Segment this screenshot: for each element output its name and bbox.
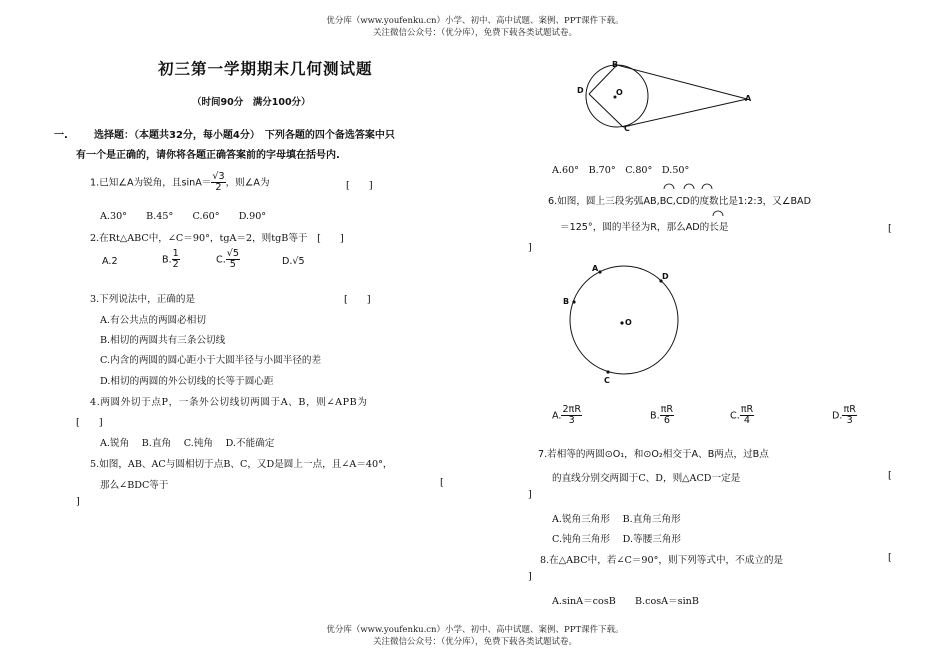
- q6-option-b-den: 6: [663, 415, 670, 427]
- q6-option-a: [552, 405, 582, 426]
- q7-options-row-2: C.钝角三角形 D.等腰三角形: [552, 534, 682, 545]
- q6-bracket-open[interactable]: [: [888, 223, 892, 234]
- q3-option-c: C.内含的两圆的圆心距小于大圆半径与小圆半径的差: [100, 355, 322, 366]
- q3-option-d: D.相切的两圆的外公切线的长等于圆心距: [100, 376, 274, 387]
- q2-option-b: [162, 249, 180, 270]
- fig1-chord-db: [589, 65, 617, 94]
- q2-option-a: A.2: [102, 256, 118, 267]
- fig1-label-c: C: [624, 124, 630, 133]
- question-6-line-2: ＝125°，圆的半径为R，那么AD的长是: [560, 222, 729, 233]
- q3-option-a: A.有公共点的两圆必相切: [100, 315, 206, 326]
- q7-bracket-open[interactable]: [: [888, 470, 892, 481]
- question-1: [90, 172, 270, 193]
- q6-option-d-num: πR: [843, 404, 856, 415]
- page-subtitle: （时间90分 满分100分）: [192, 97, 311, 108]
- q7-bracket-close[interactable]: ]: [528, 489, 532, 500]
- question-7: 7.若相等的两圆⊙O₁，和⊙O₂相交于A、B两点，过B点: [538, 449, 769, 460]
- fig2-label-b: B: [563, 297, 570, 306]
- fig2-center-dot: [620, 321, 623, 324]
- q2-option-d: D.√5: [282, 256, 305, 267]
- q6-arc-marks: [660, 181, 720, 191]
- q6-option-a-num: 2πR: [562, 404, 581, 415]
- q2-option-b-label: B.: [162, 254, 172, 266]
- q2-option-c-num: √5: [226, 248, 239, 259]
- q6-option-b-num: πR: [660, 404, 674, 415]
- q4-options: A.锐角 B.直角 C.钝角 D.不能确定: [100, 438, 275, 449]
- section-heading-2: 有一个是正确的，请你将各题正确答案前的字母填在括号内.: [76, 150, 340, 161]
- fig1-label-b: B: [612, 60, 619, 69]
- q1-text: 1.已知∠A为锐角，且sinA＝: [90, 177, 212, 189]
- fig1-label-o: O: [616, 88, 623, 97]
- q2-option-c: [216, 249, 240, 270]
- fig1-tangent-ab: [617, 65, 747, 99]
- section-heading: 选择题：（本题共32分，每小题4分） 下列各题的四个备选答案中只: [94, 130, 395, 141]
- fig1-chord-dc: [589, 94, 623, 127]
- q1-text-post: ，则∠A为: [225, 177, 270, 189]
- fig2-point-b: [572, 300, 575, 303]
- question-2: 2.在Rt△ABC中，∠C＝90°，tgA＝2，则tgB等于 [ ]: [90, 233, 344, 244]
- q3-answer-bracket[interactable]: [ ]: [344, 294, 371, 305]
- question-5-line-2: 那么∠BDC等于: [100, 480, 169, 491]
- fig1-label-d: D: [577, 86, 584, 95]
- q8-bracket-open[interactable]: [: [888, 552, 892, 563]
- question-4: 4.两圆外切于点P，一条外公切线切两圆于A、B，则∠APB为: [90, 397, 368, 408]
- q2-option-b-den: 2: [172, 259, 179, 271]
- q5-bracket-close[interactable]: ]: [76, 496, 80, 507]
- q1-fraction: [211, 172, 225, 193]
- fig1-label-a: A: [745, 94, 752, 103]
- fig2-point-a: [598, 270, 601, 273]
- q6-option-a-label: A.: [552, 410, 562, 422]
- question-7-line-2: 的直线分别交两圆于C、D，则△ACD一定是: [552, 473, 741, 484]
- footer-line-1: 优分库（www.youfenku.cn）小学、初中、高中试题、案例、PPT课件下载。: [326, 625, 624, 635]
- q7-options-row-1: A.锐角三角形 B.直角三角形: [552, 514, 681, 525]
- fig1-tangent-ac: [623, 99, 747, 127]
- q4-answer-bracket[interactable]: [ ]: [76, 417, 103, 428]
- q1-options: A.30° B.45° C.60° D.90°: [100, 211, 267, 222]
- question-8: 8.在△ABC中，若∠C＝90°，则下列等式中，不成立的是: [540, 555, 784, 566]
- q3-option-b: B.相切的两圆共有三条公切线: [100, 335, 226, 346]
- q5-options: A.60° B.70° C.80° D.50°: [552, 165, 690, 176]
- fig2-label-d: D: [662, 272, 669, 281]
- q6-option-d-label: D.: [832, 410, 843, 422]
- page-title: 初三第一学期期末几何测试题: [158, 60, 373, 78]
- q2-option-c-den: 5: [229, 259, 236, 271]
- q6-option-d-den: 3: [846, 415, 853, 427]
- fig2-point-c: [606, 370, 609, 373]
- q6-option-c-num: πR: [740, 404, 754, 415]
- q8-options: A.sinA＝cosB B.cosA＝sinB: [552, 596, 699, 607]
- header-line-2: 关注微信公众号：（优分库），免费下载各类试题试卷。: [372, 28, 577, 38]
- fig2-label-a: A: [592, 264, 599, 273]
- q2-option-c-label: C.: [216, 254, 226, 266]
- question-6: 6.如图，圆上三段劣弧AB,BC,CD的度数比是1:2:3，又∠BAD: [548, 196, 812, 207]
- q1-answer-bracket[interactable]: [ ]: [346, 180, 373, 191]
- header-line-1: 优分库（www.youfenku.cn）小学、初中、高中试题、案例、PPT课件下载。: [326, 16, 624, 26]
- figure-tangent-circle: [575, 58, 760, 140]
- q1-fraction-num: √3: [212, 171, 225, 182]
- question-5: 5.如图，AB、AC与圆相切于点B、C，又D是圆上一点，且∠A＝40°，: [90, 459, 393, 470]
- fig2-label-c: C: [604, 376, 610, 385]
- q6-ad-arc-mark: [710, 209, 726, 217]
- fig2-label-o: O: [625, 318, 632, 327]
- question-3: 3.下列说法中，正确的是: [90, 294, 196, 305]
- q6-option-c-label: C.: [730, 410, 740, 422]
- q5-bracket-open[interactable]: [: [440, 477, 444, 488]
- q6-option-c: [730, 405, 754, 426]
- q6-option-d: [832, 405, 857, 426]
- q6-bracket-close[interactable]: ]: [528, 242, 532, 253]
- q6-option-b: [650, 405, 674, 426]
- footer-line-2: 关注微信公众号：（优分库），免费下载各类试题试卷。: [372, 637, 577, 647]
- q8-bracket-close[interactable]: ]: [528, 571, 532, 582]
- q6-option-b-label: B.: [650, 410, 660, 422]
- section-number: 一.: [54, 130, 68, 141]
- q6-option-c-den: 4: [743, 415, 751, 427]
- q2-option-b-num: 1: [172, 248, 179, 259]
- q6-option-a-den: 3: [568, 415, 575, 427]
- q1-fraction-den: 2: [215, 182, 222, 194]
